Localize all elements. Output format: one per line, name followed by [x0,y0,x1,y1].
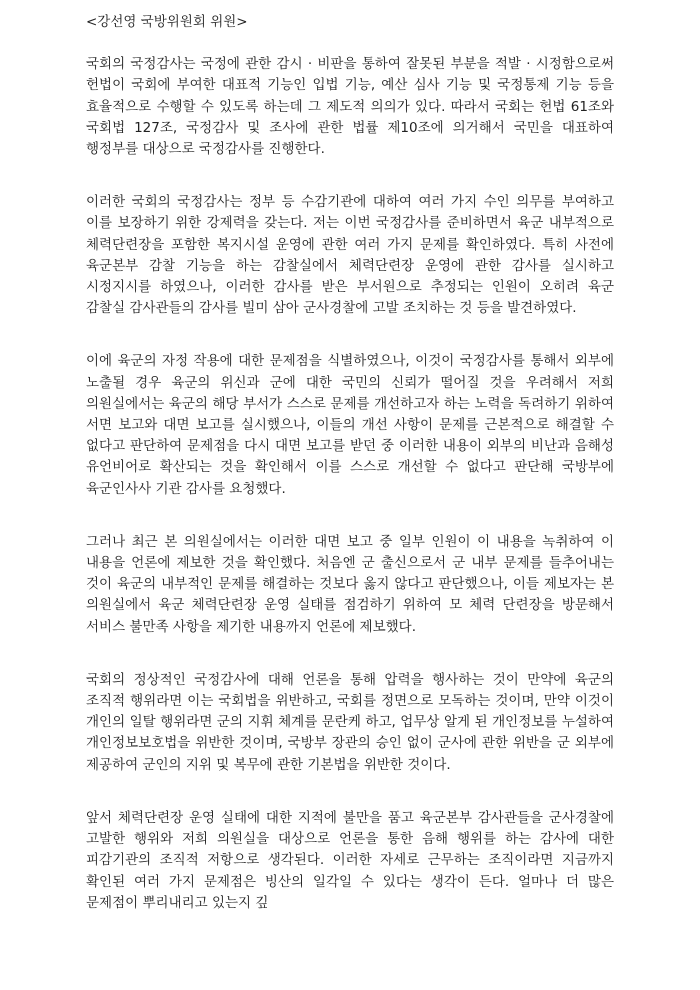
paragraph-2: 이러한 국회의 국정감사는 정부 등 수감기관에 대하여 여러 가지 수인 의무를 부여하고 이를 보장하기 위한 강제력을 갖는다. 저는 이번 국정감사를 준비하면서 육군 내부적으로 체력단련장을 포함한 복지시설 운영에 관한 여러 가지 문제를 확인하였다. 특히 사전에 육군본부 감찰 기능을 하는 감찰실에서 체력단련장 운영에 관한 감사를 실시하고 시정지시를 하였으나, 이러한 감사를 받은 부서원으로 추정되는 인원이 오히려 육군 감찰실 감사관들의 감사를 빌미 삼아 군사경찰에 고발 조치하는 것 등을 발견하였다. [86,194,614,317]
paragraph-4: 그러나 최근 본 의원실에서는 이러한 대면 보고 중 일부 인원이 이 내용을 녹취하여 이 내용을 언론에 제보한 것을 확인했다. 처음엔 군 출신으로서 군 내부 문제를 들추어내는 것이 육군의 내부적인 문제를 해결하는 것보다 옳지 않다고 판단했으나, 이들 제보자는 본 의원실에서 육군 체력단련장 운영 실태를 점검하기 위하여 모 체력 단련장을 방문해서 서비스 불만족 사항을 제기한 내용까지 언론에 제보했다. [86,533,614,635]
paragraph-5: 국회의 정상적인 국정감사에 대해 언론을 통해 압력을 행사하는 것이 만약에 육군의 조직적 행위라면 이는 국회법을 위반하고, 국회를 정면으로 모독하는 것이며, 만약 이것이 개인의 일탈 행위라면 군의 지휘 체계를 문란케 하고, 업무상 알게 된 개인정보를 누설하여 개인정보보호법을 위반한 것이며, 국방부 장관의 승인 없이 군사에 관한 위반을 군 외부에 제공하여 군인의 지위 및 복무에 관한 기본법을 위반한 것이다. [86,671,614,773]
document-header: <강선영 국방위원회 위원> [86,14,248,30]
paragraph-6: 앞서 체력단련장 운영 실태에 대한 지적에 불만을 품고 육군본부 감사관들을 군사경찰에 고발한 행위와 저희 의원실을 대상으로 언론을 통한 음해 행위를 하는 감사에 대한 피감기관의 조직적 저항으로 생각된다. 이러한 자세로 근무하는 조직이라면 지금까지 확인된 여러 가지 문제점은 빙산의 일각일 수 있다는 생각이 든다. 얼마나 더 많은 문제점이 뿌리내리고 있는지 깊 [86,809,614,911]
paragraph-1: 국회의 국정감사는 국정에 관한 감시 · 비판을 통하여 잘못된 부분을 적발 · 시정함으로써 헌법이 국회에 부여한 대표적 기능인 입법 기능, 예산 심사 기능 및 국정통제 기능 등을 효율적으로 수행할 수 있도록 하는데 그 제도적 의의가 있다. 따라서 국회는 헌법 61조와 국회법 127조, 국정감사 및 조사에 관한 법률 제10조에 의거해서 국민을 대표하여 행정부를 대상으로 국정감사를 진행한다. [86,56,614,158]
paragraph-3: 이에 육군의 자정 작용에 대한 문제점을 식별하였으나, 이것이 국정감사를 통해서 외부에 노출될 경우 육군의 위신과 군에 대한 국민의 신뢰가 떨어질 것을 우려해서 저희 의원실에서는 육군의 해당 부서가 스스로 문제를 개선하고자 하는 노력을 독려하기 위하여 서면 보고와 대면 보고를 실시했으나, 이들의 개선 사항이 문제를 근본적으로 해결할 수 없다고 판단하여 문제점을 다시 대면 보고를 받던 중 이러한 내용이 외부의 비난과 음해성 유언비어로 확산되는 것을 확인해서 이를 스스로 개선할 수 없다고 판단해 국방부에 육군인사사 기관 감사를 요청했다. [86,353,614,497]
document-page [86,12,614,946]
